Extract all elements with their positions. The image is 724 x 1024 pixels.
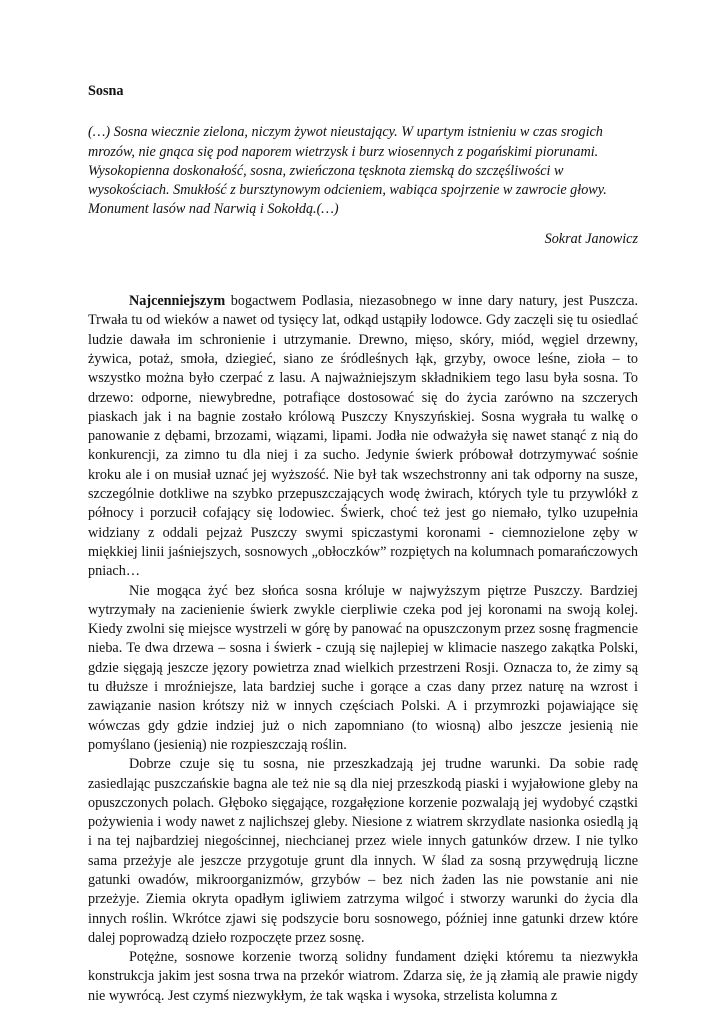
paragraph-3: Dobrze czuje się tu sosna, nie przeszkadzają jej trudne warunki. Da sobie radę zasiedlając puszczańskie bagna ale też nie są dla niej przeszkodą piaski i wyjałowione gleby na opuszczonych polach. Głęboko sięgające, rozgałęzione korzenie pozwalają jej wydobyć cząstki pożywienia i wody nawet z najlichszej gleby. Niesione z wiatrem skrzydlate nasionka osiedlą ją i na tej najbardziej niegościnnej, niechcianej przez wiele innych gatunków drzew. I nie tylko sama przeżyje ale jeszcze przygotuje grunt dla innych. W ślad za sosną przywędrują liczne gatunki owadów, mikroorganizmów, grzybów – bez nich żaden las nie powstanie ani nie przeżyje. Ziemia okryta opadłym igliwiem zatrzyma wilgoć i stworzy warunki do życia dla innych roślin. Wkrótce zjawi się podszycie boru sosnowego, później inne gatunki drzew które dalej poprowadzą dzieło rozpoczęte przez sosnę. xyxy=(88,756,638,946)
paragraph-1 xyxy=(88,292,638,581)
epigraph-quote: (…) Sosna wiecznie zielona, niczym żywot nieustający. W upartym istnieniu w czas srogich mrozów, nie gnąca się pod naporem wietrzysk i burz wiosennych z pogańskimi piorunami. Wysokopienna doskonałość, sosna, zwieńczona tęsknota ziemską do szczęśliwości w wysokościach. Smukłość z bursztynowym odcieniem, wabiąca spojrzenie w zawrocie głowy. Monument lasów nad Narwią i Sokołdą.(…) xyxy=(88,124,607,218)
document-page xyxy=(88,82,638,1006)
epigraph-author: Sokrat Janowicz xyxy=(544,230,638,247)
paragraph-1-lead: Najcenniejszym xyxy=(129,293,226,310)
paragraph-2: Nie mogąca żyć bez słońca sosna króluje w najwyższym piętrze Puszczy. Bardziej wytrzymały na zacienienie świerk zwykle cierpliwie czeka pod jej koronami na swoją kolej. Kiedy zwolni się miejsce wystrzeli w górę by panować na opuszczonym przez sosnę fragmencie nieba. Te dwa drzewa – sosna i świerk - czują się najlepiej w klimacie naszego zakątka Polski, gdzie sięgają jeszcze jęzory powietrza znad wielkich przestrzeni Rosji. Oznacza to, że zimy są tu dłuższe i mroźniejsze, lata bardziej suche i gorące a czas dany przez naturę na wzrost i zawiązanie nasion krótszy niż w innych częściach Polski. A i przymrozki pojawiające się wówczas gdy gdzie indziej już o nich zapomniano (to wiosną) albo jeszcze jesienią nie pomyślano (jesienią) nie rozpieszczają roślin. xyxy=(88,582,638,753)
document-title: Sosna xyxy=(88,83,124,99)
document-body xyxy=(88,292,638,1006)
paragraph-1-text: bogactwem Podlasia, niezasobnego w inne dary natury, jest Puszcza. Trwała tu od wieków a nawet od tysięcy lat, odkąd ustąpiły lodowce. Gdy zaczęli się tu osiedlać ludzie dawała im schronienie i utrzymanie. Drewno, mięso, skóry, miód, węgiel drzewny, żywica, potaż, smoła, dziegieć, siano ze śródleśnych łąk, grzyby, owoce leśne, zioła – to wszystko można było czerpać z lasu. A najważniejszym składnikiem tego lasu była sosna. To drzewo: odporne, niewybredne, potrafiące dostosować się do życia zarówno na szczerych piaskach jak i na bagnie zostało królową Puszczy Knyszyńskiej. Sosna wygrała tu walkę o panowanie z dębami, brzozami, wiązami, lipami. Jodła nie odważyła się nawet stanąć z nią do konkurencji, za zimno tu dla niej i za sucho. Jedynie świerk próbował dotrzymywać sośnie kroku ale i on musiał uznać jej wyższość. Nie był tak wszechstronny ani tak odporny na susze, szczególnie dotkliwe na szybko przepuszczających wodę żwirach, których tyle tu przywlókł z północy i porzucił cofający się lodowiec. Świerk, choć też jest go niemało, tylko uzupełnia widziany z oddali pejzaż Puszczy swymi spiczastymi koronami - ciemnozielone zęby w miękkiej linii jaśniejszych, sosnowych „obłoczków” rozpiętych na kolumnach pomarańczowych pniach… xyxy=(88,293,638,580)
paragraph-4: Potężne, sosnowe korzenie tworzą solidny fundament dzięki któremu ta niezwykła konstrukcja jakim jest sosna trwa na przekór wiatrom. Zdarza się, że ją złamią ale prawie nigdy nie wywrócą. Jest czymś niezwykłym, że tak wąska i wysoka, strzelista kolumna z xyxy=(88,949,638,1004)
